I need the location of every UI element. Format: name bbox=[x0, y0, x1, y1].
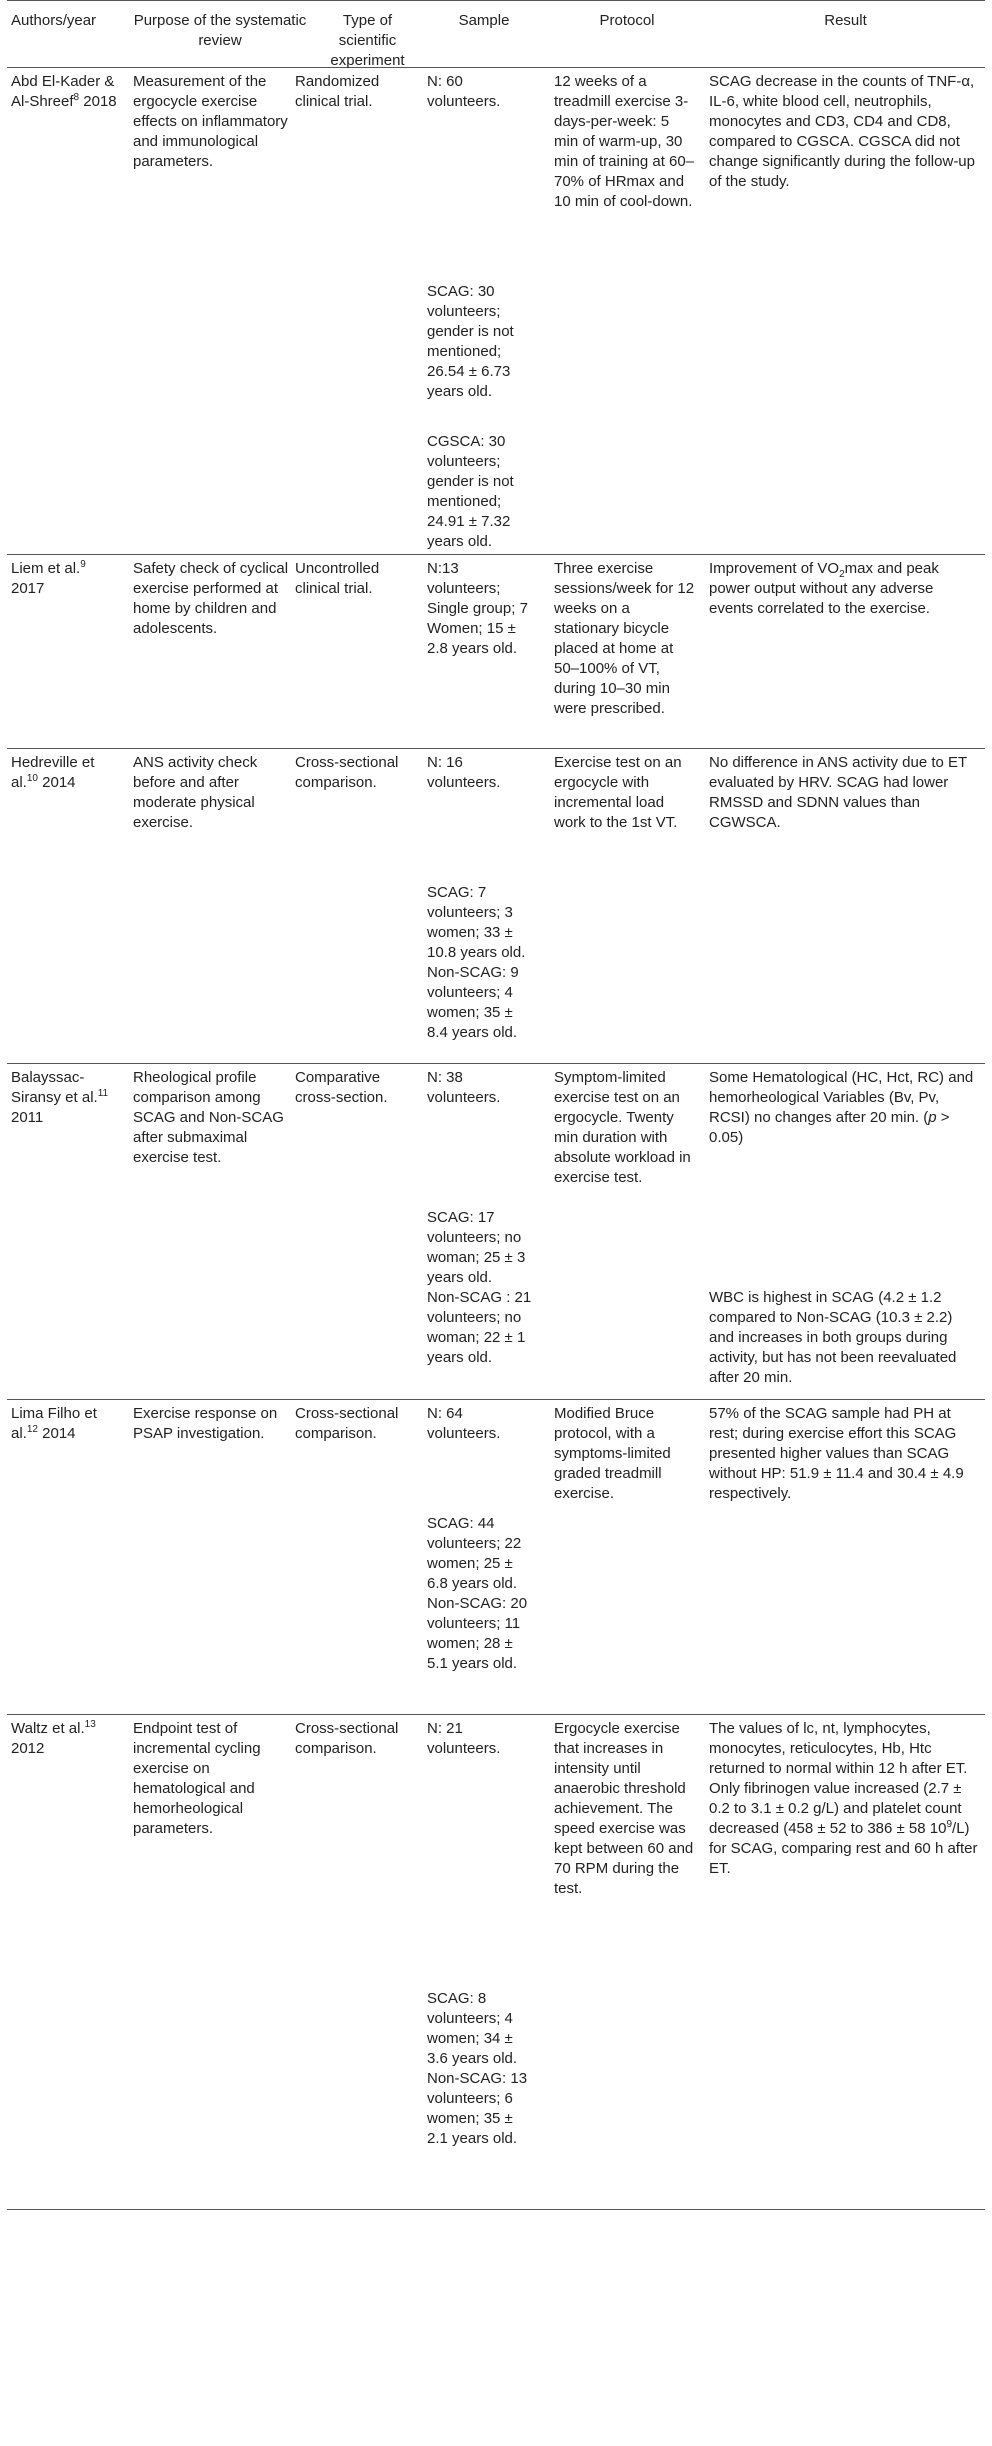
sample-total: N: 21 volunteers. bbox=[427, 1720, 501, 1757]
purpose-cell: Endpoint test of incremental cycling exercise on hematological and hemorheological parameters. bbox=[133, 1720, 261, 1837]
header-sample: Sample bbox=[458, 12, 510, 29]
result-cell: The values of lc, nt, lymphocytes, monocytes, reticulocytes, Hb, Htc returned to normal within 12 h after ET. Only fibrinogen value increased (2.7 ± 0.2 to 3.1 ± 0.2 g/L) and platelet count decreased (458 ± 52 to 386 ± 58 $10^9/L$) for SCAG, comparing rest and 60 h after ET. bbox=[709, 1720, 978, 1877]
table-header bbox=[7, 1, 985, 68]
studies-table bbox=[7, 0, 985, 2210]
author-cell: Lima Filho et al.$^{12}$ 2014 bbox=[11, 1405, 97, 1442]
protocol-cell: Symptom-limited exercise test on an ergocycle. Twenty min duration with absolute workload in exercise test. bbox=[554, 1069, 691, 1186]
sample-total: N: 16 volunteers. bbox=[427, 754, 501, 791]
table-row bbox=[7, 68, 985, 555]
protocol-cell: Three exercise sessions/week for 12 weeks on a stationary bicycle placed at home at 50–100% of VT, during 10–30 min were prescribed. bbox=[554, 560, 695, 717]
author-cell: Abd El-Kader & Al-Shreef$^8$ 2018 bbox=[11, 73, 117, 110]
sample-group-1: SCAG: 17 volunteers; no woman; 25 ± 3 years old. bbox=[427, 1209, 526, 1286]
sample-group-2: Non-SCAG: 13 volunteers; 6 women; 35 ± 2.1 years old. bbox=[427, 2070, 528, 2147]
protocol-cell: 12 weeks of a treadmill exercise 3-days-per-week: 5 min of warm-up, 30 min of training at 60–70% of HRmax and 10 min of cool-down. bbox=[554, 73, 695, 210]
sample-total: N: 60 volunteers. bbox=[427, 73, 501, 110]
sample-total: N:13 volunteers; Single group; 7 Women; 15 ± 2.8 years old. bbox=[427, 560, 528, 657]
sample-group-2: Non-SCAG : 21 volunteers; no woman; 22 ± 1 years old. bbox=[427, 1289, 532, 1366]
type-cell: Cross-sectional comparison. bbox=[295, 1720, 399, 1757]
header-purpose: Purpose of the systematic review bbox=[133, 12, 307, 49]
author-cell: Liem et al.$^9$ 2017 bbox=[11, 559, 86, 597]
type-cell: Cross-sectional comparison. bbox=[295, 1405, 399, 1442]
sample-group-1: SCAG: 44 volunteers; 22 women; 25 ± 6.8 years old. bbox=[427, 1515, 522, 1592]
type-cell: Uncontrolled clinical trial. bbox=[295, 560, 380, 597]
purpose-cell: ANS activity check before and after moderate physical exercise. bbox=[133, 754, 258, 831]
result-cell: Some Hematological (HC, Hct, RC) and hemorheological Variables (Bv, Pv, RCSI) no changes after 20 min. (p > 0.05) bbox=[709, 1069, 974, 1146]
purpose-cell: Measurement of the ergocycle exercise effects on inflammatory and immunological parameters. bbox=[133, 73, 288, 170]
result-cell: SCAG decrease in the counts of TNF-α, IL-6, white blood cell, neutrophils, monocytes and CD3, CD4 and CD8, compared to CGSCA. CGSCA did not change significantly during the follow-up of the study. bbox=[709, 73, 975, 190]
sample-group-1: SCAG: 8 volunteers; 4 women; 34 ± 3.6 years old. bbox=[427, 1990, 518, 2067]
sample-group-2: CGSCA: 30 volunteers; gender is not mentioned; 24.91 ± 7.32 years old. bbox=[427, 433, 514, 550]
sample-group-1: SCAG: 30 volunteers; gender is not mentioned; 26.54 ± 6.73 years old. bbox=[427, 283, 514, 400]
sample-group-2: Non-SCAG: 20 volunteers; 11 women; 28 ± 5.1 years old. bbox=[427, 1595, 528, 1672]
result-cell: 57% of the SCAG sample had PH at rest; during exercise effort this SCAG presented higher values than SCAG without HP: 51.9 ± 11.4 and 30.4 ± 4.9 respectively. bbox=[709, 1405, 964, 1502]
table-row bbox=[7, 555, 985, 749]
table-row bbox=[7, 749, 985, 1064]
author-cell: Hedreville et al.$^{10}$ 2014 bbox=[11, 754, 95, 791]
sample-group-1: SCAG: 7 volunteers; 3 women; 33 ± 10.8 years old. bbox=[427, 884, 526, 961]
purpose-cell: Rheological profile comparison among SCAG and Non-SCAG after submaximal exercise test. bbox=[133, 1069, 284, 1166]
table-row bbox=[7, 1400, 985, 1715]
result-cell: Improvement of $VO_2\max$ and peak power output without any adverse events correlated to the exercise. bbox=[709, 560, 939, 617]
author-cell: Balayssac-Siransy et al.$^{11}$ 2011 bbox=[11, 1069, 109, 1126]
sample-group-2: Non-SCAG: 9 volunteers; 4 women; 35 ± 8.4 years old. bbox=[427, 964, 519, 1041]
sample-total: N: 64 volunteers. bbox=[427, 1405, 501, 1442]
header-result: Result bbox=[824, 12, 867, 29]
author-cell: Waltz et al.$^{13}$ 2012 bbox=[11, 1719, 96, 1757]
protocol-cell: Modified Bruce protocol, with a symptoms-limited graded treadmill exercise. bbox=[554, 1405, 671, 1502]
purpose-cell: Exercise response on PSAP investigation. bbox=[133, 1405, 278, 1442]
header-authors-year: Authors/year bbox=[11, 12, 97, 29]
header-protocol: Protocol bbox=[599, 12, 655, 29]
type-cell: Comparative cross-section. bbox=[295, 1069, 388, 1106]
sample-total: N: 38 volunteers. bbox=[427, 1069, 501, 1106]
result-cell-2: WBC is highest in SCAG (4.2 ± 1.2 compared to Non-SCAG (10.3 ± 2.2) and increases in both groups during activity, but has not been reevaluated after 20 min. bbox=[709, 1289, 957, 1386]
type-cell: Cross-sectional comparison. bbox=[295, 754, 399, 791]
table-row bbox=[7, 1064, 985, 1400]
header-type: Type of scientific experiment bbox=[330, 12, 405, 69]
table-row bbox=[7, 1715, 985, 2209]
protocol-cell: Ergocycle exercise that increases in intensity until anaerobic threshold achievement. The speed exercise was kept between 60 and 70 RPM during the test. bbox=[554, 1720, 694, 1897]
purpose-cell: Safety check of cyclical exercise performed at home by children and adolescents. bbox=[133, 560, 289, 637]
type-cell: Randomized clinical trial. bbox=[295, 73, 380, 110]
result-cell: No difference in ANS activity due to ET evaluated by HRV. SCAG had lower RMSSD and SDNN values than CGWSCA. bbox=[709, 754, 967, 831]
protocol-cell: Exercise test on an ergocycle with incremental load work to the 1st VT. bbox=[554, 754, 682, 831]
